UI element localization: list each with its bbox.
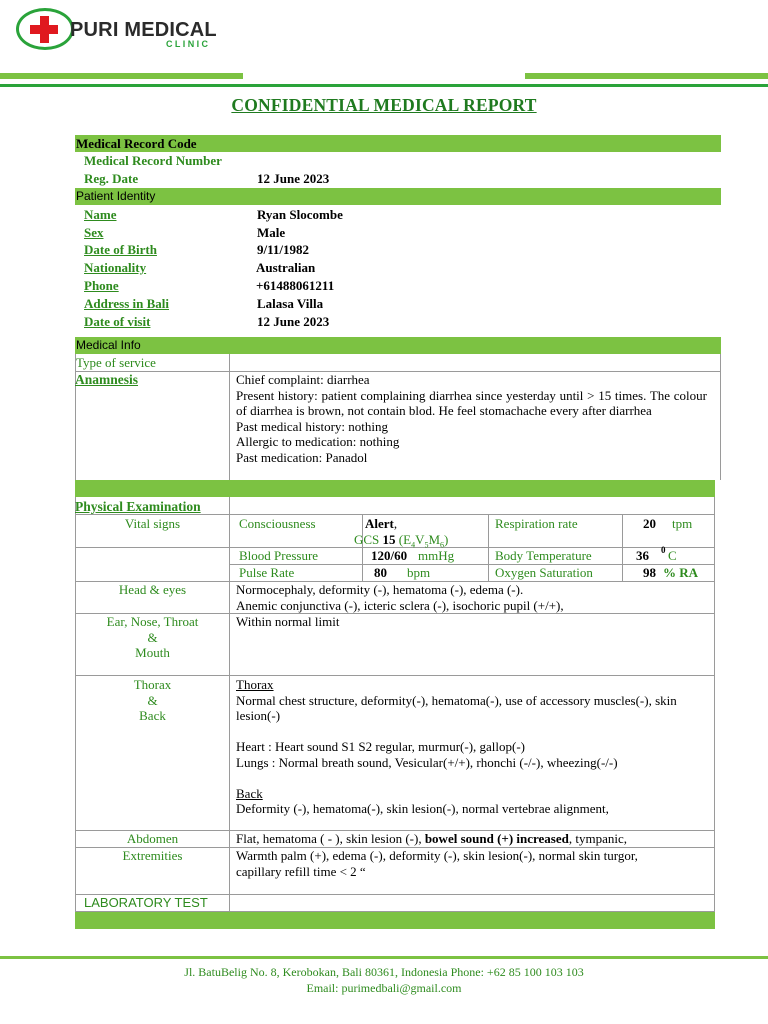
clinic-logo (16, 8, 216, 52)
spacer-band (75, 480, 715, 497)
thorax-label-line-3: Back (139, 708, 166, 723)
patient-section-title: Patient Identity (76, 189, 156, 203)
type-of-service-label: Type of service (76, 355, 156, 370)
head-eyes-label: Head & eyes (118, 582, 187, 597)
abdomen-label: Abdomen (126, 831, 179, 846)
ent-label-line-1: Ear, Nose, Throat (106, 614, 199, 629)
header-rule-right (525, 73, 768, 79)
reg-date-label: Reg. Date (84, 171, 139, 186)
reg-date-value: 12 June 2023 (257, 171, 330, 186)
record-section-bar (75, 135, 721, 152)
alert-value: Alert (365, 516, 394, 531)
respiration-value: 20 (643, 516, 656, 531)
footer-address: Jl. BatuBelig No. 8, Kerobokan, Bali 80361, Indonesia Phone: +62 85 100 103 103 (184, 965, 584, 979)
footer-email: Email: purimedbali@gmail.com (306, 981, 462, 995)
medical-section-bar (75, 337, 721, 354)
oxygen-label: Oxygen Saturation (495, 565, 593, 580)
patient-sex-value: Male (257, 225, 286, 240)
gcs-e: 4 (411, 540, 416, 550)
ent-label-line-3: Mouth (135, 645, 170, 660)
patient-name-value: Ryan Slocombe (257, 207, 343, 222)
gcs-m: 6 (440, 540, 445, 550)
table-line (229, 497, 230, 929)
ent-value: Within normal limit (236, 614, 340, 629)
anamnesis-text (236, 372, 707, 465)
patient-address-label: Address in Bali (84, 296, 170, 311)
patient-nationality-value: Australian (256, 260, 316, 275)
physical-exam-title: Physical Examination (75, 499, 201, 514)
abdomen-text-post: , tympanic, (568, 831, 628, 846)
extremities-label: Extremities (122, 848, 183, 863)
patient-sex-label: Sex (84, 225, 104, 240)
ent-label-line-2: & (147, 629, 158, 645)
chief-complaint: Chief complaint: diarrhea (236, 372, 370, 387)
footer-rule (0, 956, 768, 959)
back-text: Deformity (-), hematoma(-), skin lesion(-), normal vertebrae alignment, (236, 801, 609, 816)
medical-section-title: Medical Info (76, 338, 141, 352)
record-number-label: Medical Record Number (84, 153, 222, 168)
head-line-1: Normocephaly, deformity (-), hematoma (-), edema (-). (236, 582, 524, 597)
consciousness-value: Alert, GCS 15 $(E_4V_5M_6)$ (354, 516, 449, 550)
patient-address-value: Lalasa Villa (257, 296, 324, 311)
consciousness-label: Consciousness (239, 516, 316, 531)
pulse-rate-label: Pulse Rate (239, 565, 295, 580)
gcs-value: 15 (382, 532, 396, 547)
degree-symbol: 0 (661, 545, 666, 555)
allergy: Allergic to medication: nothing (236, 434, 400, 449)
patient-nationality-label: Nationality (84, 260, 147, 275)
blood-pressure-unit: mmHg (418, 548, 455, 563)
thorax-back-label (76, 677, 229, 724)
thorax-heading: Thorax (236, 677, 274, 692)
patient-visit-value: 12 June 2023 (257, 314, 330, 329)
report-title: CONFIDENTIAL MEDICAL REPORT (231, 95, 537, 115)
head-eyes-text (236, 582, 707, 613)
patient-phone-value: +61488061211 (256, 278, 335, 293)
logo-subtitle: CLINIC (166, 39, 211, 49)
thorax-label-line-1: Thorax (133, 677, 172, 692)
pulse-rate-unit: bpm (407, 565, 431, 580)
record-section-title: Medical Record Code (76, 136, 197, 151)
oxygen-value: 98 (643, 565, 656, 580)
oxygen-unit: % RA (663, 565, 699, 580)
header-rule-thin (0, 84, 768, 87)
table-line (720, 354, 721, 480)
respiration-unit: tpm (672, 516, 693, 531)
body-temp-unit: C (668, 548, 677, 563)
anamnesis-label: Anamnesis (75, 372, 139, 387)
logo-name: PURI MEDICAL (70, 19, 217, 41)
lungs-text: Lungs : Normal breath sound, Vesicular(+/+), rhonchi (-/-), wheezing(-/-) (236, 754, 618, 770)
ent-label (76, 614, 229, 661)
footer (0, 964, 768, 996)
body-temp-label: Body Temperature (495, 548, 592, 563)
patient-section-bar (75, 188, 721, 205)
heart-text: Heart : Heart sound S1 S2 regular, murmur(-), gallop(-) (236, 739, 526, 754)
gcs-v: 5 (424, 540, 429, 550)
head-line-2: Anemic conjunctiva (-), icteric sclera (-), isochoric pupil (+/+), (236, 597, 564, 613)
patient-phone-label: Phone (84, 278, 119, 293)
thorax-back-text (236, 677, 707, 817)
patient-dob-label: Date of Birth (84, 242, 157, 257)
patient-visit-label: Date of visit (84, 314, 151, 329)
blood-pressure-value: 120/60 (371, 548, 408, 563)
table-line (714, 497, 715, 929)
body-temp-value: 36 (636, 548, 649, 563)
vital-signs-label: Vital signs (124, 516, 181, 531)
thorax-label-line-2: & (147, 692, 158, 708)
present-history: Present history: patient complaining diarrhea since yesterday until > 15 times. The colour of diarrhea is brown, not contain blod. He feel stomachache every after diarrhea (236, 387, 707, 418)
bottom-band (75, 912, 715, 929)
patient-name-label: Name (84, 207, 117, 222)
back-heading: Back (236, 785, 263, 801)
lab-test-label: LABORATORY TEST (84, 895, 208, 910)
abdomen-text-pre: Flat, hematoma ( - ), skin lesion (-), (236, 831, 425, 846)
table-line (229, 354, 230, 480)
gcs-label: GCS (354, 532, 380, 547)
pulse-rate-value: 80 (374, 565, 387, 580)
past-medication: Past medication: Panadol (236, 449, 368, 465)
medical-cross-icon-vertical (40, 16, 49, 43)
respiration-label: Respiration rate (495, 516, 578, 531)
past-history: Past medical history: nothing (236, 418, 389, 434)
header-rule-left (0, 73, 243, 79)
abdomen-text-bold: bowel sound (+) increased (424, 831, 569, 846)
extremities-text: Warmth palm (+), edema (-), deformity (-), skin lesion(-), normal skin turgor, capillary refill time < 2 “ (236, 848, 638, 879)
abdomen-text (236, 831, 707, 847)
blood-pressure-label: Blood Pressure (239, 548, 319, 563)
thorax-text: Normal chest structure, deformity(-), hematoma(-), use of accessory muscles(-), skin lesion(-) (236, 692, 677, 723)
patient-dob-value: 9/11/1982 (257, 242, 310, 257)
table-line (75, 675, 715, 676)
